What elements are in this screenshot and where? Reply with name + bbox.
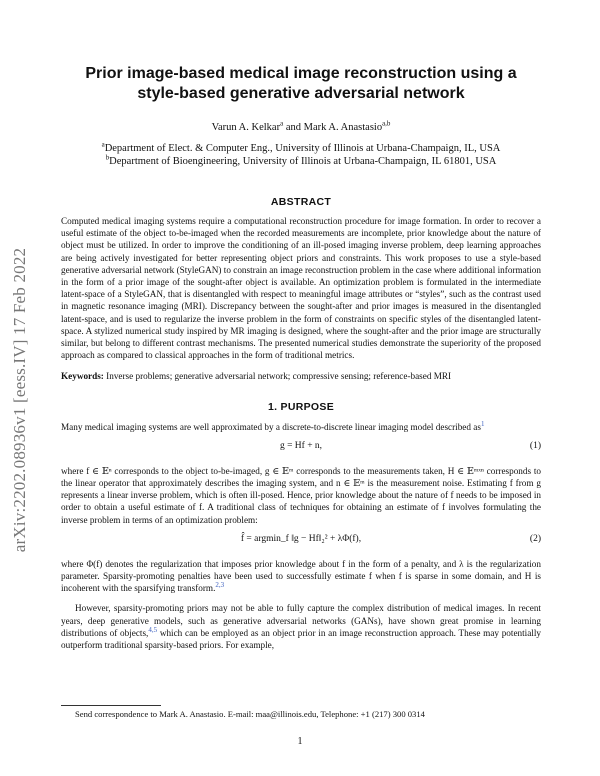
author-2: Mark A. Anastasio xyxy=(303,122,383,133)
footnote-rule xyxy=(61,705,161,706)
equation-1-number: (1) xyxy=(529,440,541,451)
author-1: Varun A. Kelkar xyxy=(211,122,281,133)
abstract-text: Computed medical imaging systems require a computational reconstruction procedure for image formation. In order to recover a useful estimate of the object to-be-imaged when the recorded measurements are incomplete, prior knowledge about the nature of object must be utilized. In order to improve the conditioning of an ill-posed imaging inverse problem, deep learning approaches are being actively investigated for better representing object priors and constraints. This work proposes to use a style-based generative adversarial network (StyleGAN) to constrain an image reconstruction problem in the case where additional information in the form of a prior image of the sought-after object is available. An optimization problem is formulated in the intermediate latent-space of a StyleGAN, that is disentangled with respect to meaningful image attributes or “styles”, such as the contrast used in magnetic resonance imaging (MRI). Discrepancy between the sought-after and prior images is measured in the disentangled latent-space, and is used to regularize the inverse problem in the form of constraints on specific styles of the disentangled latent-space. A stylized numerical study inspired by MR imaging is designed, where the sought-after and the prior image are structurally similar, but belong to different contrast mechanisms. The presented numerical studies demonstrate the superiority of the proposed approach as compared to classical approaches in the form of traditional metrics. xyxy=(61,216,541,361)
equation-2-body: f̂ = argmin_f ‖g − Hf‖₂² + λΦ(f), xyxy=(240,533,362,544)
citation-1[interactable]: 1 xyxy=(480,419,485,428)
paragraph-3 xyxy=(61,558,541,595)
abstract-heading: ABSTRACT xyxy=(270,196,332,208)
paragraph-4-text-b: which can be employed as an object prior in an image reconstruction approach. These may potentially outperform traditional sparsity-based priors. For example, xyxy=(61,627,541,651)
affiliations xyxy=(61,142,541,168)
keywords-text: Inverse problems; generative adversarial network; compressive sensing; reference-based MRI xyxy=(103,371,452,382)
author-1-sup: a xyxy=(280,119,284,128)
keywords-label: Keywords: xyxy=(61,371,104,382)
page-number: 1 xyxy=(297,736,303,747)
affiliation-a-text: Department of Elect. & Computer Eng., University of Illinois at Urbana-Champaign, IL, USA xyxy=(104,143,501,154)
keywords xyxy=(61,370,541,382)
section-1-heading: 1. PURPOSE xyxy=(267,400,335,413)
arxiv-stamp xyxy=(5,200,35,600)
equation-1 xyxy=(61,441,541,455)
affiliation-b xyxy=(61,155,541,168)
affiliation-a xyxy=(61,142,541,155)
citation-4-5[interactable]: 4,5 xyxy=(148,625,158,634)
affiliation-b-sup: b xyxy=(105,153,110,162)
affiliation-a-sup: a xyxy=(101,140,105,149)
footnote-text: Send correspondence to Mark A. Anastasio. E-mail: maa@illinois.edu, Telephone: +1 (217) 300 0314 xyxy=(75,709,425,719)
equation-2 xyxy=(61,534,541,548)
title-line-2: style-based generative adversarial network xyxy=(137,85,465,102)
paragraph-4-text-a: However, sparsity-promoting priors may not be able to fully capture the complex distribution of medical images. In recent years, deep generative models, such as generative adversarial networks (GANs), have shown great promise in learning distributions of objects, xyxy=(61,603,541,638)
title-line-1: Prior image-based medical image reconstruction using a xyxy=(85,65,517,82)
authors xyxy=(61,119,541,133)
paragraph-2: where f ∈ 𝔼ⁿ corresponds to the object to-be-imaged, g ∈ 𝔼ᵐ corresponds to the measurements taken, H ∈ 𝔼ᵐˣⁿ corresponds to the linear operator that approximately describes the imaging system, and n ∈ 𝔼ᵐ is the measurement noise. Estimating f from g represents a linear inverse problem, which is often ill-posed. Hence, prior knowledge about the nature of f needs to be imposed in order to obtain a useful estimate of f. A traditional class of techniques for obtaining an estimate of f involves formulating the inverse problem in terms of an optimization problem: xyxy=(61,465,541,525)
author-2-sup: a,b xyxy=(382,119,391,128)
citation-2-3[interactable]: 2,3 xyxy=(215,581,225,590)
affiliation-b-text: Department of Bioengineering, University of Illinois at Urbana-Champaign, IL 61801, USA xyxy=(109,156,497,167)
paper-title xyxy=(61,64,541,104)
equation-1-body: g = Hf + n, xyxy=(279,440,323,451)
footnote xyxy=(61,709,541,719)
arxiv-id: arXiv:2202.08936v1 [eess.IV] 17 Feb 2022 xyxy=(10,247,29,553)
paragraph-3-text: where Φ(f) denotes the regularization that imposes prior knowledge about f in the form of a penalty, and λ is the regularization parameter. Sparsity-promoting penalties have been used to successfully estimate f when f is sparse in some domain, and H is incoherent with the sparsifying transform. xyxy=(61,558,541,594)
equation-2-number: (2) xyxy=(529,533,541,544)
paragraph-4 xyxy=(61,602,541,651)
paragraph-1-text: Many medical imaging systems are well approximated by a discrete-to-discrete linear imaging model described as xyxy=(61,421,481,432)
paragraph-1 xyxy=(61,421,541,433)
author-and: and xyxy=(283,122,304,133)
paper-page xyxy=(61,64,541,651)
